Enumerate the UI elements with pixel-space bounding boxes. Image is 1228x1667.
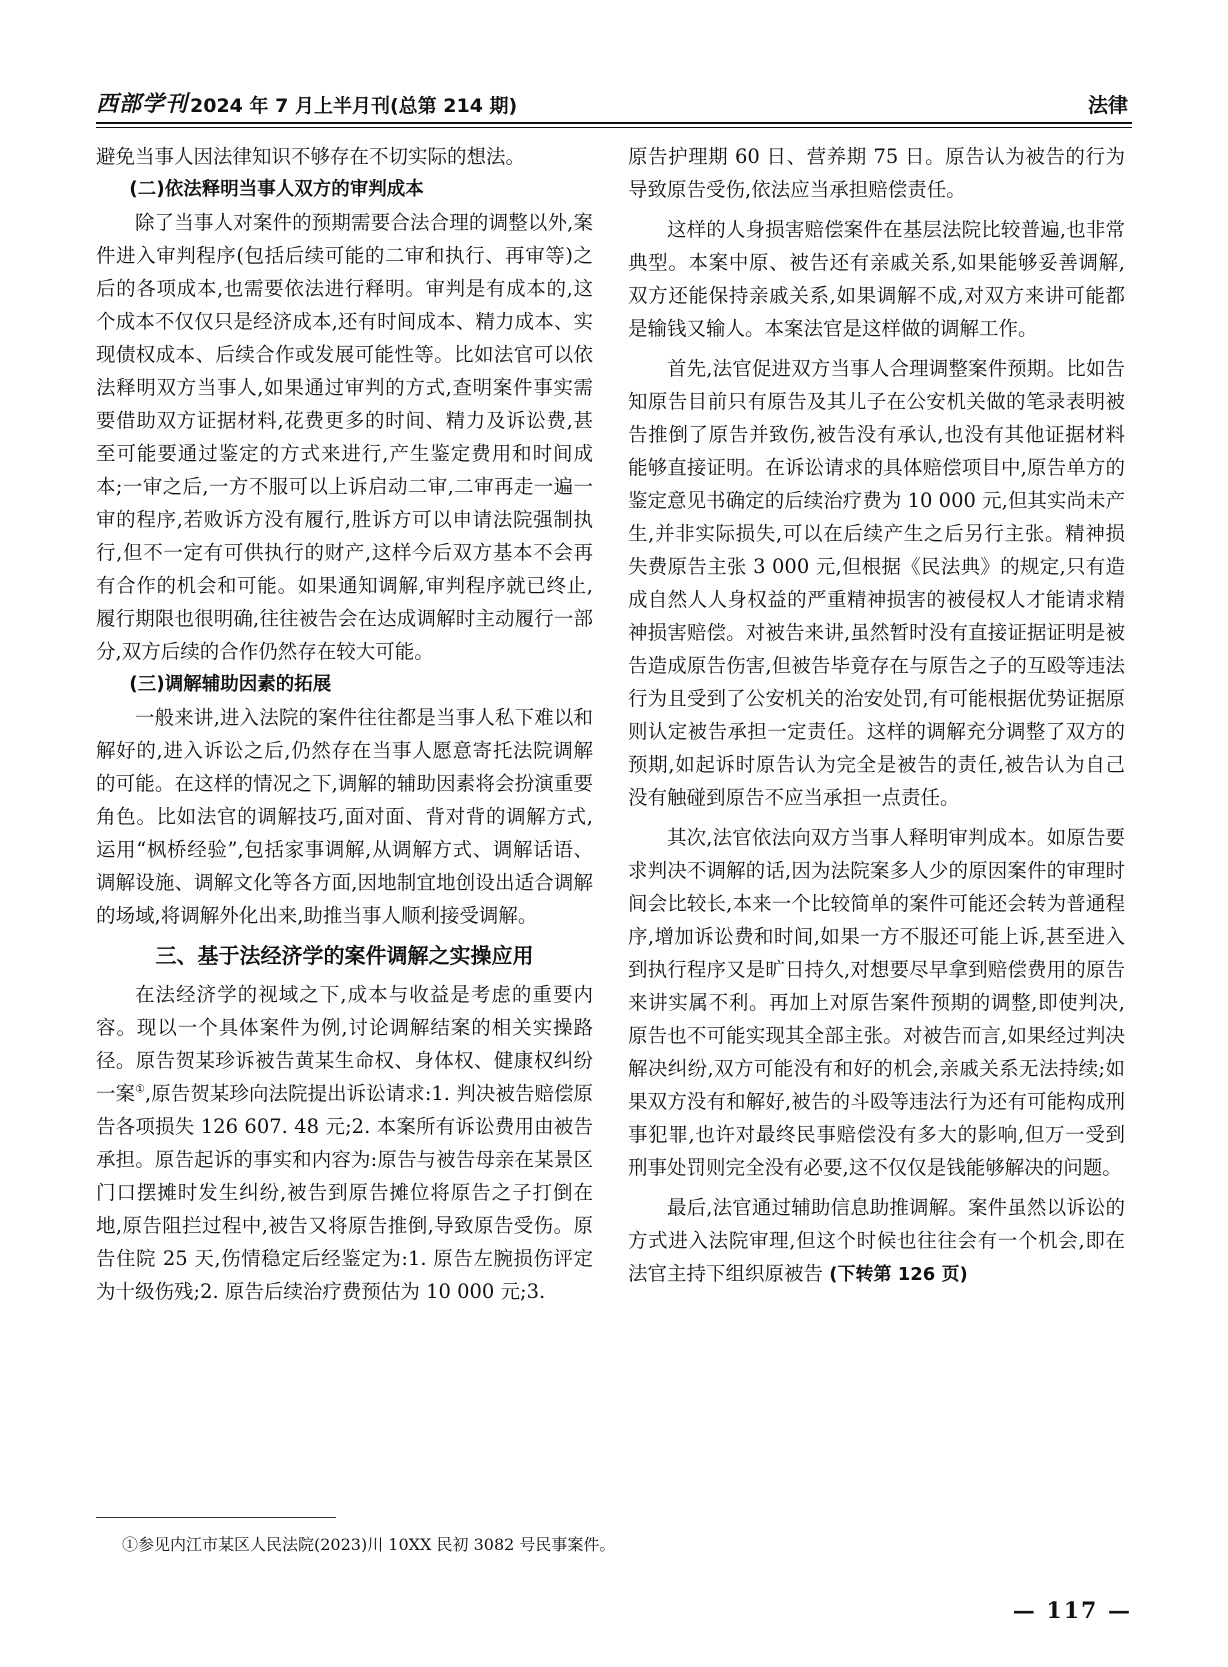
continued-note: (下转第 126 页) [829, 1264, 968, 1285]
paragraph-trial-cost: 除了当事人对案件的预期需要合法合理的调整以外,案件进入审判程序(包括后续可能的二审和执行、再审等)之后的各项成本,也需要依法进行释明。审判是有成本的,这个成本不仅仅只是经济成本,还有时间成本、精力成本、实现债权成本、后续合作或发展可能性等。比如法官可以依法释明双方当事人,如果通过审判的方式,查明案件事实需要借助双方证据材料,花费更多的时间、精力及诉讼费,甚至可能要通过鉴定的方式来进行,产生鉴定费用和时间成本;一审之后,一方不服可以上诉启动二审,二审再走一遍一审的程序,若败诉方没有履行,胜诉方可以申请法院强制执行,但不一定有可供执行的财产,这样今后双方基本不会再有合作的机会和可能。如果通知调解,审判程序就已终止,履行期限也很明确,往往被告会在达成调解时主动履行一部分,双方后续的合作仍然存在较大可能。 [96, 211, 593, 663]
subheading-3: (三)调解辅助因素的拓展 [129, 674, 332, 695]
section-label: 法律 [1088, 93, 1128, 117]
paragraph-last [628, 1191, 1125, 1291]
paragraph-case-intro [96, 978, 593, 1308]
case-text-b: ,原告贺某珍向法院提出诉讼请求:1. 判决被告赔偿原告各项损失 126 607. 48 元;2. 本案所有诉讼费用由被告承担。原告起诉的事实和内容为:原告与被告母亲在某景区门口摆摊时发生纠纷,被告到原告摊位将原告之子打倒在地,原告阻拦过程中,被告又将原告推倒,导致原告受伤。原告住院 25 天,伤情稳定后经鉴定为:1. 原告左腕损伤评定为十级伤残;2. 原告后续治疗费预估为 10 000 元;3. [96, 1082, 593, 1303]
running-header [96, 78, 1132, 118]
section-heading-3: 三、基于法经济学的案件调解之实操应用 [155, 944, 534, 968]
page-number: — 117 — [1012, 1598, 1132, 1624]
header-rule [96, 122, 1132, 128]
issue-info: 2024 年 7 月上半月刊(总第 214 期) [190, 95, 518, 117]
left-column [96, 140, 593, 1308]
paragraph-case-type: 这样的人身损害赔偿案件在基层法院比较普遍,也非常典型。本案中原、被告还有亲戚关系,如果能够妥善调解,双方还能保持亲戚关系,如果调解不成,对双方来讲可能都是输钱又输人。本案法官是这样做的调解工作。 [628, 218, 1125, 340]
paragraph-first: 首先,法官促进双方当事人合理调整案件预期。比如告知原告目前只有原告及其儿子在公安机关做的笔录表明被告推倒了原告并致伤,被告没有承认,也没有其他证据材料能够直接证明。在诉讼请求的具体赔偿项目中,原告单方的鉴定意见书确定的后续治疗费为 10 000 元,但其实尚未产生,并非实际损失,可以在后续产生之后另行主张。精神损失费原告主张 3 000 元,但根据《民法典》的规定,只有造成自然人人身权益的严重精神损害的被侵权人才能请求精神损害赔偿。对被告来讲,虽然暂时没有直接证据证明是被告造成原告伤害,但被告毕竟存在与原告之子的互殴等违法行为且受到了公安机关的治安处罚,有可能根据优势证据原则认定被告承担一定责任。这样的调解充分调整了双方的预期,如起诉时原告认为完全是被告的责任,被告认为自己没有触碰到原告不应当承担一点责任。 [628, 357, 1125, 809]
paragraph-second: 其次,法官依法向双方当事人释明审判成本。如原告要求判决不调解的话,因为法院案多人少的原因案件的审理时间会比较长,本来一个比较简单的案件可能还会转为普通程序,增加诉讼费和时间,如果一方不服还可能上诉,甚至进入到执行程序又是旷日持久,对想要尽早拿到赔偿费用的原告来讲实属不利。再加上对原告案件预期的调整,即使判决,原告也不可能实现其全部主张。对被告而言,如果经过判决解决纠纷,双方可能没有和好的机会,亲戚关系无法持续;如果双方没有和解好,被告的斗殴等违法行为还有可能构成刑事犯罪,也许对最终民事赔偿没有多大的影响,但万一受到刑事处罚则完全没有必要,这不仅仅是钱能够解决的问题。 [628, 826, 1125, 1179]
journal-logo: 西部学刊 [96, 91, 189, 117]
paragraph-auxiliary-factors: 一般来讲,进入法院的案件往往都是当事人私下难以和解好的,进入诉讼之后,仍然存在当事人愿意寄托法院调解的可能。在这样的情况之下,调解的辅助因素将会扮演重要角色。比如法官的调解技巧,面对面、背对背的调解方式,运用“枫桥经验”,包括家事调解,从调解方式、调解话语、调解设施、调解文化等各方面,因地制宜地创设出适合调解的场域,将调解外化出来,助推当事人顺利接受调解。 [96, 706, 593, 927]
footnote-rule [96, 1517, 336, 1518]
footnote: ①参见内江市某区人民法院(2023)川 10XX 民初 3082 号民事案件。 [122, 1535, 616, 1554]
subheading-2: (二)依法释明当事人双方的审判成本 [129, 179, 424, 200]
paragraph-intro: 避免当事人因法律知识不够存在不切实际的想法。 [96, 145, 526, 168]
paragraph-continued: 原告护理期 60 日、营养期 75 日。原告认为被告的行为导致原告受伤,依法应当承担赔偿责任。 [628, 145, 1125, 201]
header-left [96, 87, 517, 118]
footnote-marker: ① [135, 1082, 145, 1096]
right-column [628, 140, 1125, 1291]
last-text: 最后,法官通过辅助信息助推调解。案件虽然以诉讼的方式进入法院审理,但这个时候也往往会有一个机会,即在法官主持下组织原被告 [628, 1196, 1125, 1285]
case-text-a: 在法经济学的视域之下,成本与收益是考虑的重要内容。现以一个具体案件为例,讨论调解结案的相关实操路径。原告贺某珍诉被告黄某生命权、身体权、健康权纠纷一案 [96, 983, 593, 1105]
